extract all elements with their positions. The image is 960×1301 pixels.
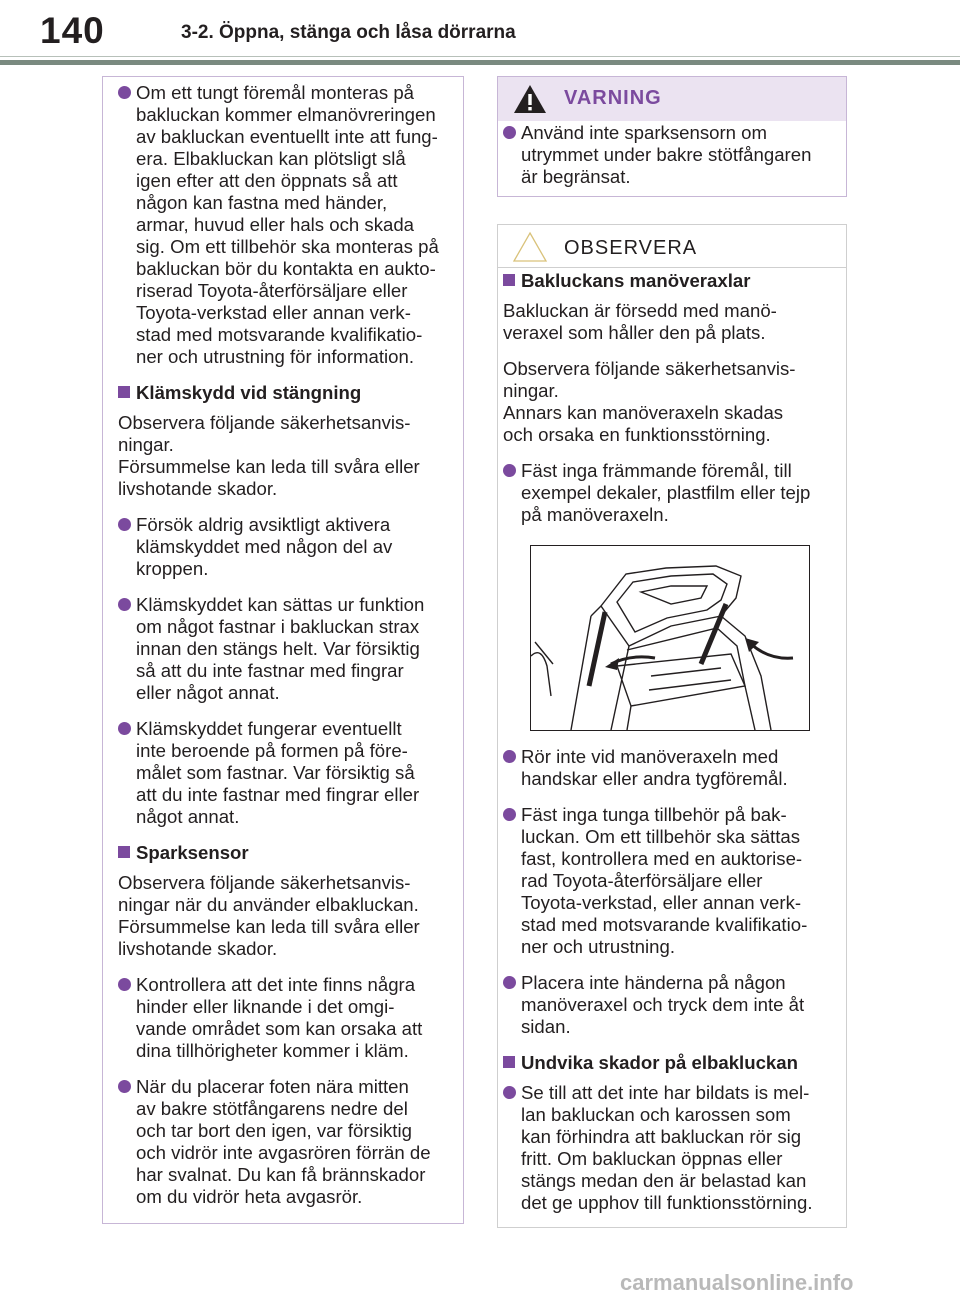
warning-triangle-icon [512, 83, 548, 115]
section-title: 3-2. Öppna, stänga och låsa dörrarna [181, 22, 516, 43]
square-bullet-icon [118, 846, 130, 858]
bullet-dot-icon [118, 86, 131, 99]
bullet-dot-icon [118, 978, 131, 991]
page-header [0, 0, 960, 64]
tailgate-strut-illustration [530, 545, 810, 731]
list-item: Om ett tungt föremål monteras på bakluckan kommer elmanövreringen av bakluckan eventuellt inte att fung- era. Elbakluckan kan plötsligt slå igen efter att den öppnats så att någon kan fastna med händer, armar, huvud eller hals och skada sig. Om ett tillbehör ska monteras på bakluckan bör du kontakta en aukto- riserad Toyota-återförsäljare eller Toyota-verkstad eller annan verk- stad med motsvarande kvalifikatio- ner och utrustning för information. [118, 82, 458, 368]
bullet-dot-icon [503, 464, 516, 477]
list-item: Klämskyddet fungerar eventuellt inte beroende på formen på före- målet som fastnar. Var försiktig så att du inte fastnar med fingrar eller något annat. [118, 718, 458, 828]
subheading-kick-sensor: Sparksensor [118, 842, 458, 864]
paragraph: Bakluckan är försedd med manö- veraxel som håller den på plats. [503, 300, 777, 343]
subheading-pinch-protection: Klämskydd vid stängning [118, 382, 458, 404]
left-column-text [118, 82, 458, 1222]
page-number: 140 [40, 10, 105, 51]
bullet-dot-icon [503, 976, 516, 989]
list-item: Fäst inga främmande föremål, till exempel dekaler, plastfilm eller tejp på manöveraxeln. [503, 460, 838, 526]
header-thin-rule [0, 56, 960, 57]
bullet-dot-icon [118, 518, 131, 531]
warning-text [503, 122, 838, 202]
subheading-gas-struts: Bakluckans manöveraxlar [503, 270, 838, 292]
list-item: Fäst inga tunga tillbehör på bak- luckan. Om ett tillbehör ska sättas fast, kontrollera med en auktorise- rad Toyota-återförsäljare eller Toyota-verkstad, eller annan verk- stad med motsvarande kvalifikatio- ner och utrustning. [503, 804, 838, 958]
bullet-dot-icon [503, 126, 516, 139]
paragraph: Observera följande säkerhetsanvis- ningar när du använder elbakluckan. Försummelse kan leda till svåra eller livshotande skador. [118, 872, 420, 959]
warning-header [498, 77, 846, 121]
notice-title: OBSERVERA [564, 237, 698, 259]
bullet-dot-icon [118, 722, 131, 735]
bullet-dot-icon [503, 1086, 516, 1099]
bullet-dot-icon [503, 808, 516, 821]
list-item: Se till att det inte har bildats is mel- lan bakluckan och karossen som kan förhindra att bakluckan rör sig fritt. Om bakluckan öppnas eller stängs medan den är belastad kan det ge upphov till funktionsstörning. [503, 1082, 838, 1214]
square-bullet-icon [503, 274, 515, 286]
subheading-avoid-damage: Undvika skador på elbakluckan [503, 1052, 838, 1074]
notice-text-lower [503, 746, 838, 1228]
bullet-dot-icon [118, 598, 131, 611]
bullet-dot-icon [503, 750, 516, 763]
list-item: Kontrollera att det inte finns några hinder eller liknande i det omgi- vande området som kan orsaka att dina tillhörigheter kommer i kläm. [118, 974, 458, 1062]
watermark: carmanualsonline.info [620, 1270, 854, 1295]
paragraph: Observera följande säkerhetsanvis- ningar. Annars kan manöveraxeln skadas och orsaka en funktionsstörning. [503, 358, 796, 445]
warning-title: VARNING [564, 87, 662, 109]
paragraph: Observera följande säkerhetsanvis- ningar. Försummelse kan leda till svåra eller livshotande skador. [118, 412, 420, 499]
notice-header-divider [498, 267, 846, 268]
header-rule [0, 60, 960, 65]
notice-text-upper [503, 270, 838, 540]
square-bullet-icon [118, 386, 130, 398]
notice-triangle-icon [512, 231, 548, 263]
list-item: Placera inte händerna på någon manöveraxel och tryck dem inte åt sidan. [503, 972, 838, 1038]
list-item: Rör inte vid manöveraxeln med handskar eller andra tygföremål. [503, 746, 838, 790]
list-item: Försök aldrig avsiktligt aktivera klämskyddet med någon del av kroppen. [118, 514, 458, 580]
list-item: När du placerar foten nära mitten av bakre stötfångarens nedre del och tar bort den igen, var försiktig och vidrör inte avgasrören förrän de har svalnat. Du kan få brännskador om du vidrör heta avgasrör. [118, 1076, 458, 1208]
bullet-dot-icon [118, 1080, 131, 1093]
list-item: Använd inte sparksensorn om utrymmet under bakre stötfångaren är begränsat. [503, 122, 838, 188]
list-item: Klämskyddet kan sättas ur funktion om något fastnar i bakluckan strax innan den stängs helt. Var försiktig så att du inte fastnar med fingrar eller något annat. [118, 594, 458, 704]
square-bullet-icon [503, 1056, 515, 1068]
